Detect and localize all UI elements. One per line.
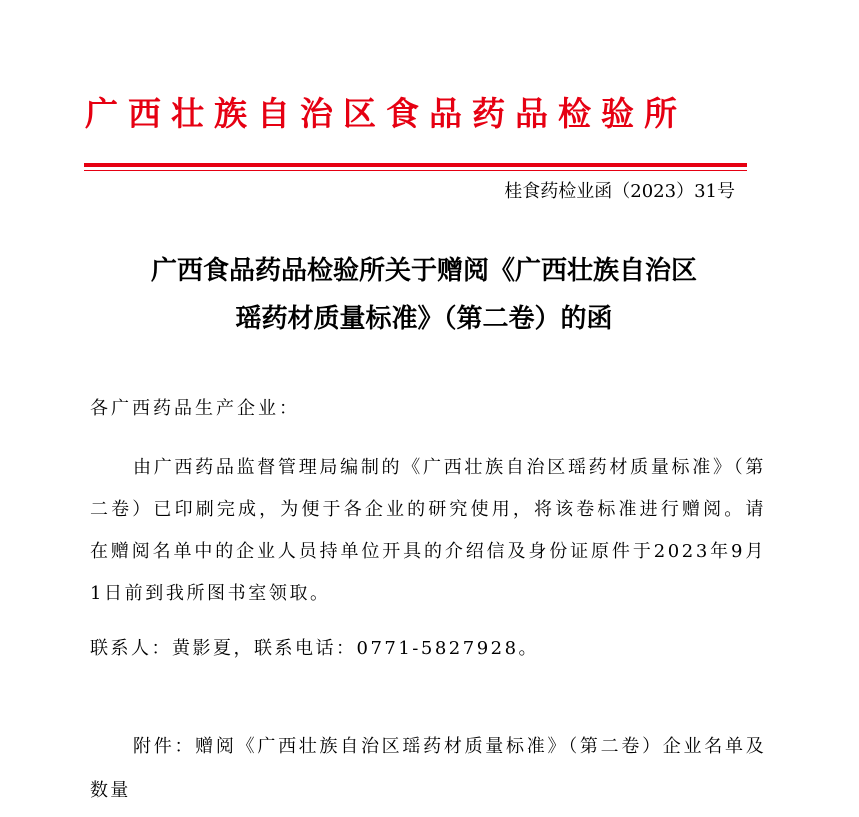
- document-title-line-1: 广西食品药品检验所关于赠阅《广西壮族自治区: [150, 256, 697, 286]
- document-number: 桂食药检业函（2023）31号: [504, 181, 735, 202]
- body-paragraph: 由广西药品监督管理局编制的《广西壮族自治区瑶药材质量标准》（第二卷）已印刷完成，为便于各企业的研究使用，将该卷标准进行赠阅。请在赠阅名单中的企业人员持单位开具的介绍信及身份证原件于2023年9月1日前到我所图书室领取。: [90, 457, 766, 604]
- header-rule-thin: [84, 170, 747, 171]
- header-rule-thick: [84, 163, 747, 167]
- document-title-line-2: 瑶药材质量标准》（第二卷）的函: [235, 304, 613, 334]
- document-title: [84, 247, 764, 343]
- salutation: 各广西药品生产企业：: [90, 398, 300, 419]
- attachment-note: 附件：赠阅《广西壮族自治区瑶药材质量标准》（第二卷）企业名单及数量: [90, 736, 766, 801]
- contact-line: 联系人：黄影夏，联系电话：0771-5827928。: [90, 638, 540, 659]
- org-header: 广西壮族自治区食品药品检验所: [85, 94, 687, 133]
